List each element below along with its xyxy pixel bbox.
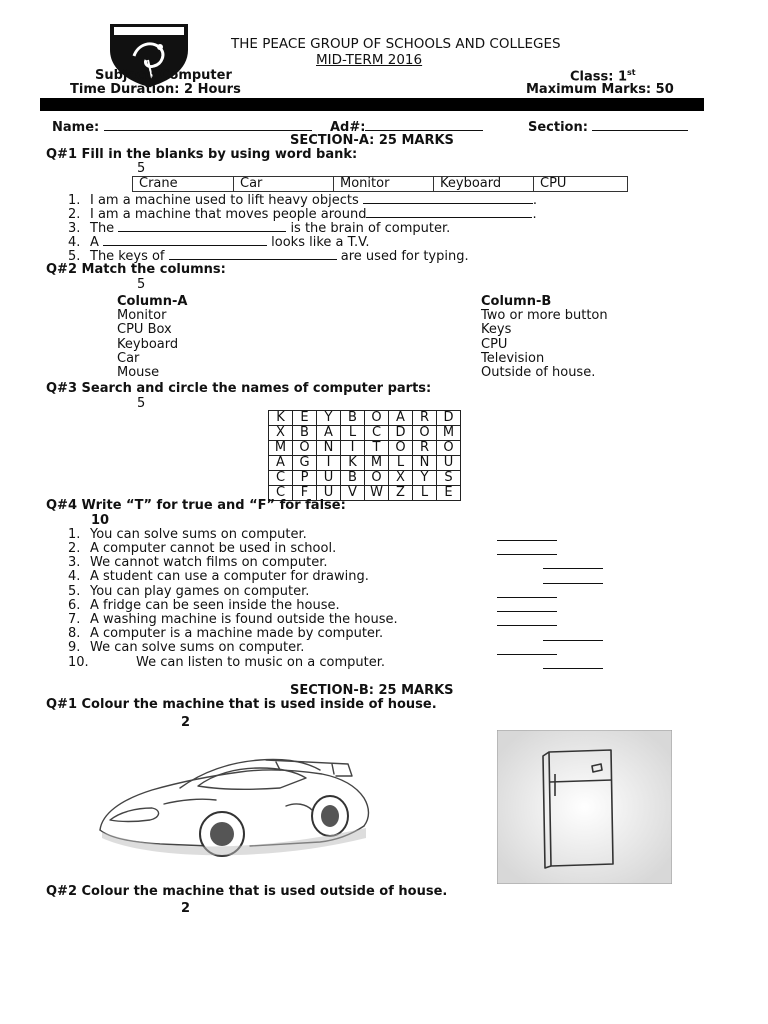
column-a-item: Keyboard bbox=[117, 337, 179, 352]
tf-item: 10. We can listen to music on a computer. bbox=[68, 655, 385, 670]
grid-letter[interactable]: O bbox=[293, 441, 317, 456]
column-b-item: Keys bbox=[481, 322, 512, 337]
grid-letter[interactable]: L bbox=[413, 486, 437, 501]
grid-row bbox=[269, 426, 461, 441]
grid-letter[interactable]: K bbox=[341, 456, 365, 471]
car-drawing[interactable] bbox=[90, 742, 382, 866]
fridge-drawing[interactable] bbox=[497, 730, 672, 884]
grid-letter[interactable]: P bbox=[293, 471, 317, 486]
grid-letter[interactable]: O bbox=[389, 441, 413, 456]
q1-marks: 5 bbox=[137, 161, 146, 176]
grid-letter[interactable]: O bbox=[365, 471, 389, 486]
max-marks-label: Maximum Marks: 50 bbox=[526, 82, 674, 97]
word-bank-cell: Car bbox=[234, 177, 334, 192]
grid-letter[interactable]: N bbox=[317, 441, 341, 456]
grid-letter[interactable]: T bbox=[365, 441, 389, 456]
word-bank-cell: Monitor bbox=[334, 177, 434, 192]
grid-letter[interactable]: N bbox=[413, 456, 437, 471]
tf-item: 8. A computer is a machine made by computer. bbox=[68, 626, 384, 641]
header-divider bbox=[40, 98, 704, 111]
grid-letter[interactable]: X bbox=[269, 426, 293, 441]
grid-letter[interactable]: L bbox=[341, 426, 365, 441]
grid-letter[interactable]: R bbox=[413, 411, 437, 426]
section-b-q2-title: Q#2 Colour the machine that is used outside of house. bbox=[46, 884, 448, 899]
grid-letter[interactable]: M bbox=[437, 426, 461, 441]
word-bank bbox=[132, 176, 628, 192]
column-a-item: CPU Box bbox=[117, 322, 172, 337]
ad-field[interactable]: Ad#: bbox=[330, 118, 483, 135]
answer-blank[interactable] bbox=[543, 668, 603, 669]
grid-letter[interactable]: C bbox=[269, 486, 293, 501]
grid-letter[interactable]: B bbox=[341, 471, 365, 486]
column-b-heading: Column-B bbox=[481, 294, 552, 309]
q4-title: Q#4 Write “T” for true and “F” for false: bbox=[46, 498, 346, 513]
tf-item: 1. You can solve sums on computer. bbox=[68, 527, 307, 542]
grid-letter[interactable]: M bbox=[269, 441, 293, 456]
answer-blank[interactable] bbox=[497, 597, 557, 598]
grid-letter[interactable]: U bbox=[437, 456, 461, 471]
answer-blank[interactable] bbox=[543, 583, 603, 584]
q2-marks: 5 bbox=[137, 277, 146, 292]
column-a-item: Monitor bbox=[117, 308, 167, 323]
word-search-grid[interactable] bbox=[268, 410, 461, 501]
grid-letter[interactable]: R bbox=[413, 441, 437, 456]
grid-letter[interactable]: C bbox=[269, 471, 293, 486]
grid-letter[interactable]: D bbox=[389, 426, 413, 441]
tf-item: 2. A computer cannot be used in school. bbox=[68, 541, 337, 556]
q1-title: Q#1 Fill in the blanks by using word bank: bbox=[46, 147, 358, 162]
word-bank-cell: Crane bbox=[133, 177, 234, 192]
grid-letter[interactable]: B bbox=[293, 426, 317, 441]
q1-item: 2. I am a machine that moves people around . bbox=[68, 207, 537, 222]
grid-letter[interactable]: K bbox=[269, 411, 293, 426]
grid-row bbox=[269, 456, 461, 471]
q2-title: Q#2 Match the columns: bbox=[46, 262, 226, 277]
section-b-title: SECTION-B: 25 MARKS bbox=[290, 683, 454, 698]
answer-blank[interactable] bbox=[543, 640, 603, 641]
grid-letter[interactable]: M bbox=[365, 456, 389, 471]
word-bank-cell: CPU bbox=[534, 177, 628, 192]
section-b-q1-marks: 2 bbox=[181, 715, 191, 730]
grid-letter[interactable]: Z bbox=[389, 486, 413, 501]
answer-blank[interactable] bbox=[497, 540, 557, 541]
q1-item: 3. The is the brain of computer. bbox=[68, 221, 451, 236]
column-b-item: Television bbox=[481, 351, 545, 366]
column-b-item: CPU bbox=[481, 337, 508, 352]
name-field[interactable]: Name: bbox=[52, 118, 312, 135]
grid-letter[interactable]: U bbox=[317, 486, 341, 501]
grid-letter[interactable]: Y bbox=[317, 411, 341, 426]
grid-letter[interactable]: U bbox=[317, 471, 341, 486]
grid-letter[interactable]: O bbox=[365, 411, 389, 426]
column-a-item: Car bbox=[117, 351, 140, 366]
column-b-item: Outside of house. bbox=[481, 365, 596, 380]
column-b-item: Two or more button bbox=[481, 308, 608, 323]
q3-title: Q#3 Search and circle the names of computer parts: bbox=[46, 381, 432, 396]
grid-letter[interactable]: L bbox=[389, 456, 413, 471]
grid-letter[interactable]: F bbox=[293, 486, 317, 501]
grid-row bbox=[269, 441, 461, 456]
section-field[interactable]: Section: bbox=[528, 118, 688, 135]
grid-letter[interactable]: S bbox=[437, 471, 461, 486]
grid-letter[interactable]: V bbox=[341, 486, 365, 501]
grid-row bbox=[269, 411, 461, 426]
section-b-q2-marks: 2 bbox=[181, 901, 191, 916]
exam-title: MID-TERM 2016 bbox=[316, 52, 423, 68]
grid-letter[interactable]: Y bbox=[413, 471, 437, 486]
tf-item: 4. A student can use a computer for drawing. bbox=[68, 569, 369, 584]
school-name: THE PEACE GROUP OF SCHOOLS AND COLLEGES bbox=[231, 36, 561, 52]
grid-letter[interactable]: D bbox=[437, 411, 461, 426]
q1-item: 5. The keys of are used for typing. bbox=[68, 249, 469, 264]
grid-letter[interactable]: G bbox=[293, 456, 317, 471]
duration-label: Time Duration: 2 Hours bbox=[70, 82, 241, 97]
grid-letter[interactable]: I bbox=[341, 441, 365, 456]
grid-letter[interactable]: A bbox=[317, 426, 341, 441]
q4-marks: 10 bbox=[91, 513, 110, 528]
class-label: Class: 1st bbox=[570, 68, 636, 85]
tf-item: 3. We cannot watch films on computer. bbox=[68, 555, 328, 570]
answer-blank[interactable] bbox=[543, 568, 603, 569]
grid-letter[interactable]: C bbox=[365, 426, 389, 441]
answer-blank[interactable] bbox=[497, 611, 557, 612]
tf-item: 5. You can play games on computer. bbox=[68, 584, 310, 599]
grid-letter[interactable]: A bbox=[389, 411, 413, 426]
word-bank-cell: Keyboard bbox=[434, 177, 534, 192]
grid-letter[interactable]: O bbox=[437, 441, 461, 456]
grid-letter[interactable]: B bbox=[341, 411, 365, 426]
grid-letter[interactable]: A bbox=[269, 456, 293, 471]
q1-item: 1. I am a machine used to lift heavy objects . bbox=[68, 193, 538, 208]
tf-item: 9. We can solve sums on computer. bbox=[68, 640, 305, 655]
q1-item: 4. A looks like a T.V. bbox=[68, 235, 370, 250]
answer-blank[interactable] bbox=[497, 554, 557, 555]
grid-letter[interactable]: X bbox=[389, 471, 413, 486]
column-a-heading: Column-A bbox=[117, 294, 188, 309]
grid-letter[interactable]: I bbox=[317, 456, 341, 471]
grid-letter[interactable]: E bbox=[293, 411, 317, 426]
grid-letter[interactable]: W bbox=[365, 486, 389, 501]
column-a-item: Mouse bbox=[117, 365, 160, 380]
grid-letter[interactable]: E bbox=[437, 486, 461, 501]
section-b-q1-title: Q#1 Colour the machine that is used inside of house. bbox=[46, 697, 437, 712]
answer-blank[interactable] bbox=[497, 625, 557, 626]
subject-label: Subject: Computer bbox=[95, 68, 232, 83]
grid-letter[interactable]: O bbox=[413, 426, 437, 441]
grid-row bbox=[269, 471, 461, 486]
tf-item: 6. A fridge can be seen inside the house. bbox=[68, 598, 340, 613]
q3-marks: 5 bbox=[137, 396, 146, 411]
tf-item: 7. A washing machine is found outside the house. bbox=[68, 612, 398, 627]
section-a-title: SECTION-A: 25 MARKS bbox=[290, 133, 454, 148]
answer-blank[interactable] bbox=[497, 654, 557, 655]
